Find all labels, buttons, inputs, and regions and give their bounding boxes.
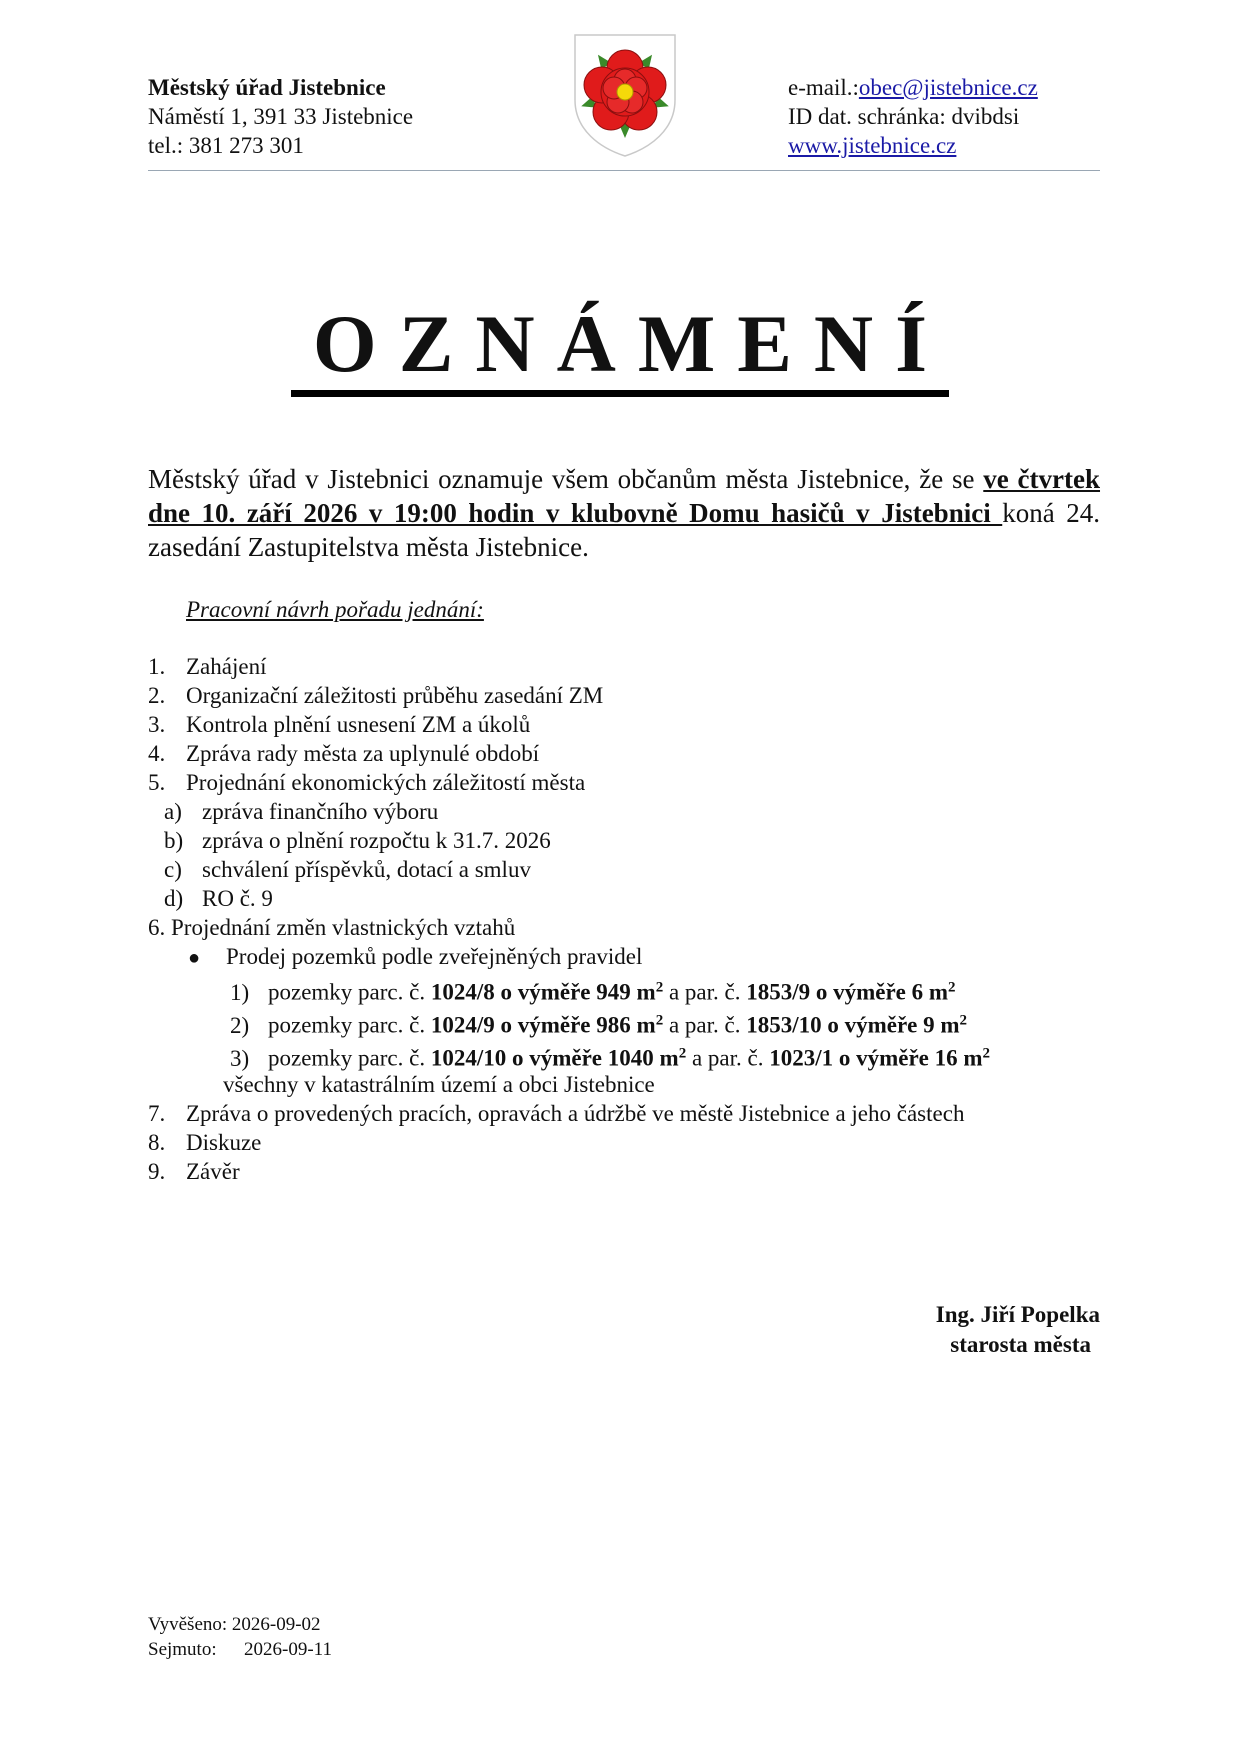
parcel-mid: a par. č.: [663, 979, 747, 1005]
agenda-bullet: [148, 942, 990, 971]
item-number: 5.: [148, 770, 166, 795]
website-link[interactable]: www.jistebnice.cz: [788, 133, 957, 158]
announcement-paragraph: [148, 462, 1100, 564]
subitem-letter: b): [164, 828, 184, 853]
office-contact: [148, 73, 413, 160]
databox-id: ID dat. schránka: dvibdsi: [788, 104, 1020, 129]
agenda-subitem: [148, 826, 990, 855]
agenda-item: [148, 681, 990, 710]
parcel-prefix: pozemky parc. č.: [268, 979, 431, 1005]
item-number: 8.: [148, 1130, 166, 1155]
subitem-text: schválení příspěvků, dotací a smluv: [202, 857, 531, 882]
parcel-main: 1024/8 o výměře 949 m: [430, 979, 656, 1005]
removed-date: 2026-09-11: [244, 1639, 332, 1660]
document-title: [0, 300, 1240, 397]
item-number: 2.: [148, 683, 166, 708]
item-text: Kontrola plnění usnesení ZM a úkolů: [186, 712, 531, 737]
intro-lead: Městský úřad v Jistebnici oznamuje všem občanům města Jistebnice, že se: [148, 464, 984, 494]
parcel-item: [148, 1004, 990, 1037]
signatory-name: Ing. Jiří Popelka: [935, 1302, 1100, 1327]
subitem-text: RO č. 9: [202, 886, 273, 911]
intro-tail: koná 24. zasedání Zastupitelstva města Jistebnice.: [148, 498, 1100, 562]
parcel-main: 1024/9 o výměře 986 m: [430, 1012, 656, 1038]
parcel-mid: a par. č.: [686, 1045, 770, 1071]
agenda-item: [148, 1099, 990, 1128]
subitem-letter: a): [164, 799, 182, 824]
email-label: e-mail.:: [788, 75, 859, 100]
email-link[interactable]: obec@jistebnice.cz: [858, 75, 1038, 100]
agenda-item: [148, 739, 990, 768]
item-number: 1.: [148, 654, 166, 679]
parcel-mid: a par. č.: [663, 1012, 747, 1038]
area-unit-exponent: 2: [959, 1012, 968, 1028]
item-text: Zpráva o provedených pracích, opravách a údržbě ve městě Jistebnice a jeho částech: [186, 1101, 965, 1126]
parcel-item: [148, 1037, 990, 1070]
title-text: OZNÁMENÍ: [291, 300, 949, 397]
posting-dates: [148, 1612, 332, 1662]
posted-line: [148, 1612, 332, 1637]
subitem-text: zpráva o plnění rozpočtu k 31.7. 2026: [202, 828, 551, 853]
office-phone: tel.: 381 273 301: [148, 133, 304, 158]
item-text: Závěr: [186, 1159, 240, 1184]
town-coat-of-arms-rose-icon: [570, 30, 680, 160]
subitem-text: zpráva finančního výboru: [202, 799, 439, 824]
item-text: Projednání ekonomických záležitostí města: [186, 770, 586, 795]
parcel-second: 1853/10 o výměře 9 m: [746, 1012, 960, 1038]
subitem-letter: d): [164, 886, 184, 911]
removed-line: [148, 1637, 332, 1662]
item-number: 9.: [148, 1159, 166, 1184]
area-unit-exponent: 2: [655, 979, 664, 995]
posted-date: 2026-09-02: [231, 1614, 321, 1635]
area-unit-exponent: 2: [655, 1012, 664, 1028]
parcel-second: 1853/9 o výměře 6 m: [746, 979, 949, 1005]
parcel-location-note: všechny v katastrálním území a obci Jistebnice: [223, 1072, 655, 1097]
office-online-contact: [788, 73, 1038, 160]
bullet-text: Prodej pozemků podle zveřejněných pravidel: [226, 944, 643, 969]
agenda-heading: Pracovní návrh pořadu jednání:: [186, 597, 484, 622]
website-line: [788, 131, 1038, 160]
meeting-date-place: ve čtvrtek dne 10. září 2026 v 19:00 hodin v klubovně Domu hasičů v Jistebnici: [148, 464, 1101, 528]
parcel-main: 1024/10 o výměře 1040 m: [430, 1045, 679, 1071]
posted-label: Vyvěšeno:: [148, 1614, 228, 1635]
item-number: 6.: [148, 915, 166, 940]
item-number: 3.: [148, 712, 166, 737]
area-unit-exponent: 2: [678, 1045, 687, 1061]
item-text: Zahájení: [186, 654, 267, 679]
parcel-item: [148, 971, 990, 1004]
agenda-item: [148, 1157, 990, 1186]
agenda-item: [148, 1128, 990, 1157]
parcel-prefix: pozemky parc. č.: [268, 1012, 431, 1038]
area-unit-exponent: 2: [982, 1045, 991, 1061]
agenda-item: [148, 710, 990, 739]
signatory-role: starosta města: [950, 1332, 1091, 1357]
item-number: 7.: [148, 1101, 166, 1126]
item-text: Organizační záležitosti průběhu zasedání ZM: [186, 683, 604, 708]
parcel-prefix: pozemky parc. č.: [268, 1045, 431, 1071]
signature-block: [936, 1300, 1100, 1360]
parcel-number: 1): [230, 979, 250, 1005]
item-text: Projednání změn vlastnických vztahů: [171, 915, 516, 940]
agenda-subitem: [148, 884, 990, 913]
bullet-dot-icon: ●: [188, 947, 201, 969]
subitem-letter: c): [164, 857, 182, 882]
agenda-item: [148, 768, 990, 797]
parcel-number: 2): [230, 1012, 250, 1038]
header-divider: [148, 170, 1100, 171]
parcel-second: 1023/1 o výměře 16 m: [769, 1045, 983, 1071]
item-text: Diskuze: [186, 1130, 262, 1155]
office-name: Městský úřad Jistebnice: [148, 75, 386, 100]
agenda-item: [148, 913, 990, 942]
agenda-subitem: [148, 797, 990, 826]
item-number: 4.: [148, 741, 166, 766]
agenda-subitem: [148, 855, 990, 884]
office-address: Náměstí 1, 391 33 Jistebnice: [148, 104, 414, 129]
agenda-list: [148, 652, 990, 1186]
agenda-item: [148, 652, 990, 681]
email-line: [788, 73, 1038, 102]
removed-label: Sejmuto:: [148, 1639, 217, 1660]
item-text: Zpráva rady města za uplynulé období: [186, 741, 540, 766]
parcel-number: 3): [230, 1045, 250, 1071]
area-unit-exponent: 2: [948, 979, 956, 995]
